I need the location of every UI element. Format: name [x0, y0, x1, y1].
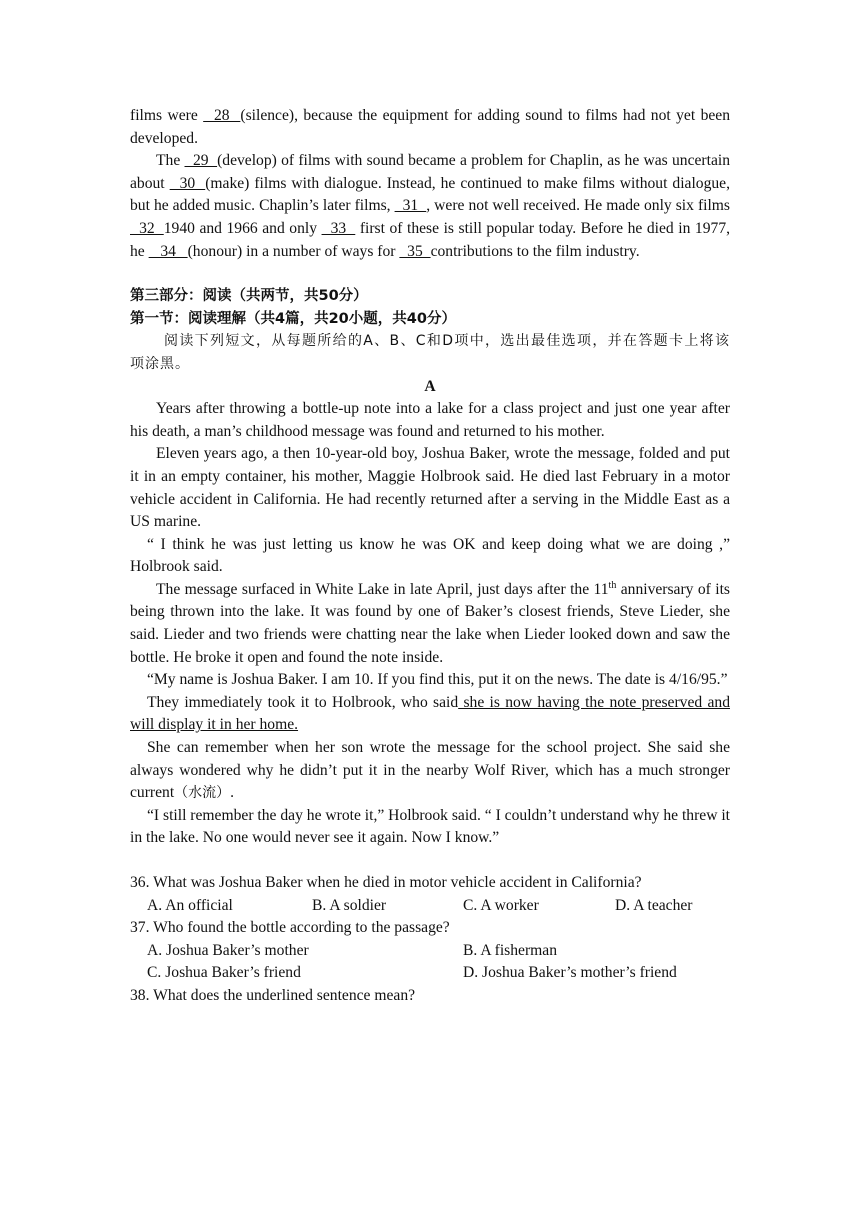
text: 1940 and 1966 and only: [163, 219, 322, 237]
option-a[interactable]: A. Joshua Baker’s mother: [147, 941, 309, 959]
passage-paragraph: “ I think he was just letting us know he was OK and keep doing what we are doing ,” Holbrook said.: [130, 535, 730, 576]
blank-32: 32: [130, 219, 164, 237]
page-content: [130, 105, 730, 1008]
text: The message surfaced in White Lake in late April, just days after the 11: [156, 580, 609, 598]
section-title: 第一节：阅读理解（共4篇，共20小题，共40分）: [130, 310, 456, 327]
option-b[interactable]: B. A fisherman: [463, 941, 557, 959]
part-title: 第三部分：阅读（共两节，共50分）: [130, 288, 368, 305]
blank-28: 28: [203, 107, 241, 124]
option-d[interactable]: D. A teacher: [615, 896, 693, 914]
superscript: th: [608, 579, 617, 591]
text: anniversary of its being thrown into the lake. It was found by one of Baker’s closest friends, Steve Lieder, she said. Lieder and two friends were chatting near the lake when Lieder looked down and saw the bottle. He broke it open and found the note inside.: [130, 580, 730, 666]
text: first of these is still popular today. Before he died in 1977, he: [130, 219, 731, 260]
option-d[interactable]: D. Joshua Baker’s mother’s friend: [463, 964, 677, 982]
passage-paragraph: Eleven years ago, a then 10-year-old boy, Joshua Baker, wrote the message, folded and put it in an empty container, his mother, Maggie Holbrook said. He died last February in a motor vehicle accident in California. He had recently returned after a serving in the Middle East as a US marine.: [130, 445, 730, 531]
blank-29: 29: [184, 152, 218, 170]
text: .: [230, 784, 235, 802]
option-c[interactable]: C. A worker: [463, 896, 539, 914]
question-36: 36. What was Joshua Baker when he died in motor vehicle accident in California?: [130, 874, 642, 891]
question-38: 38. What does the underlined sentence mean?: [130, 986, 416, 1004]
option-b[interactable]: B. A soldier: [312, 896, 387, 914]
passage-paragraph: [130, 579, 730, 669]
cloze-paragraph-2: [130, 150, 730, 263]
blank-35: 35: [399, 242, 431, 260]
question-37: 37. Who found the bottle according to the passage?: [130, 919, 450, 937]
text: films were: [130, 107, 204, 124]
passage-paragraph: “My name is Joshua Baker. I am 10. If you find this, put it on the news. The date is 4/16/95.”: [147, 671, 728, 689]
passage-paragraph: [130, 692, 730, 737]
cloze-paragraph-1: [130, 105, 730, 150]
text: (silence), because the equipment for adding sound to films had not yet been developed.: [130, 107, 731, 147]
instructions: 阅读下列短文，从每题所给的A、B、C和D项中，选出最佳选项，并在答题卡上将该项涂黑。: [130, 333, 730, 372]
passage-paragraph: “I still remember the day he wrote it,” Holbrook said. “ I couldn’t understand why he threw it in the lake. No one would never see it again. Now I know.”: [130, 806, 731, 847]
text: (develop) of films with sound became a problem for Chaplin, as he was uncertain about: [130, 152, 730, 192]
text: (honour) in a number of ways for: [187, 242, 400, 260]
passage-label: A: [424, 377, 436, 395]
passage-paragraph: [130, 737, 730, 805]
question-36-options: [130, 895, 730, 918]
text: contributions to the film industry.: [430, 242, 640, 260]
option-c[interactable]: C. Joshua Baker’s friend: [147, 964, 301, 982]
gloss: （水流）: [174, 785, 231, 802]
text: They immediately took it to Holbrook, who said: [147, 693, 459, 711]
text: , were not well received. He made only six films: [426, 197, 731, 215]
blank-30: 30: [169, 174, 206, 192]
text: The: [156, 152, 185, 170]
text: (make) films with dialogue. Instead, he continued to make films without dialogue, but he added music. Chaplin’s later films,: [130, 174, 731, 215]
question-37-options: [130, 940, 730, 985]
text: She can remember when her son wrote the message for the school project. She said she always wondered why he didn’t put it in the nearby Wolf River, which has a much stronger current: [130, 739, 730, 802]
blank-33: 33: [321, 219, 356, 237]
underlined-sentence: she is now having the note preserved and will display it in her home.: [130, 693, 730, 734]
blank-31: 31: [394, 197, 427, 215]
passage-paragraph: Years after throwing a bottle-up note into a lake for a class project and just one year after his death, a man’s childhood message was found and returned to his mother.: [130, 400, 730, 440]
option-a[interactable]: A. An official: [147, 896, 233, 914]
blank-34: 34: [148, 242, 188, 260]
